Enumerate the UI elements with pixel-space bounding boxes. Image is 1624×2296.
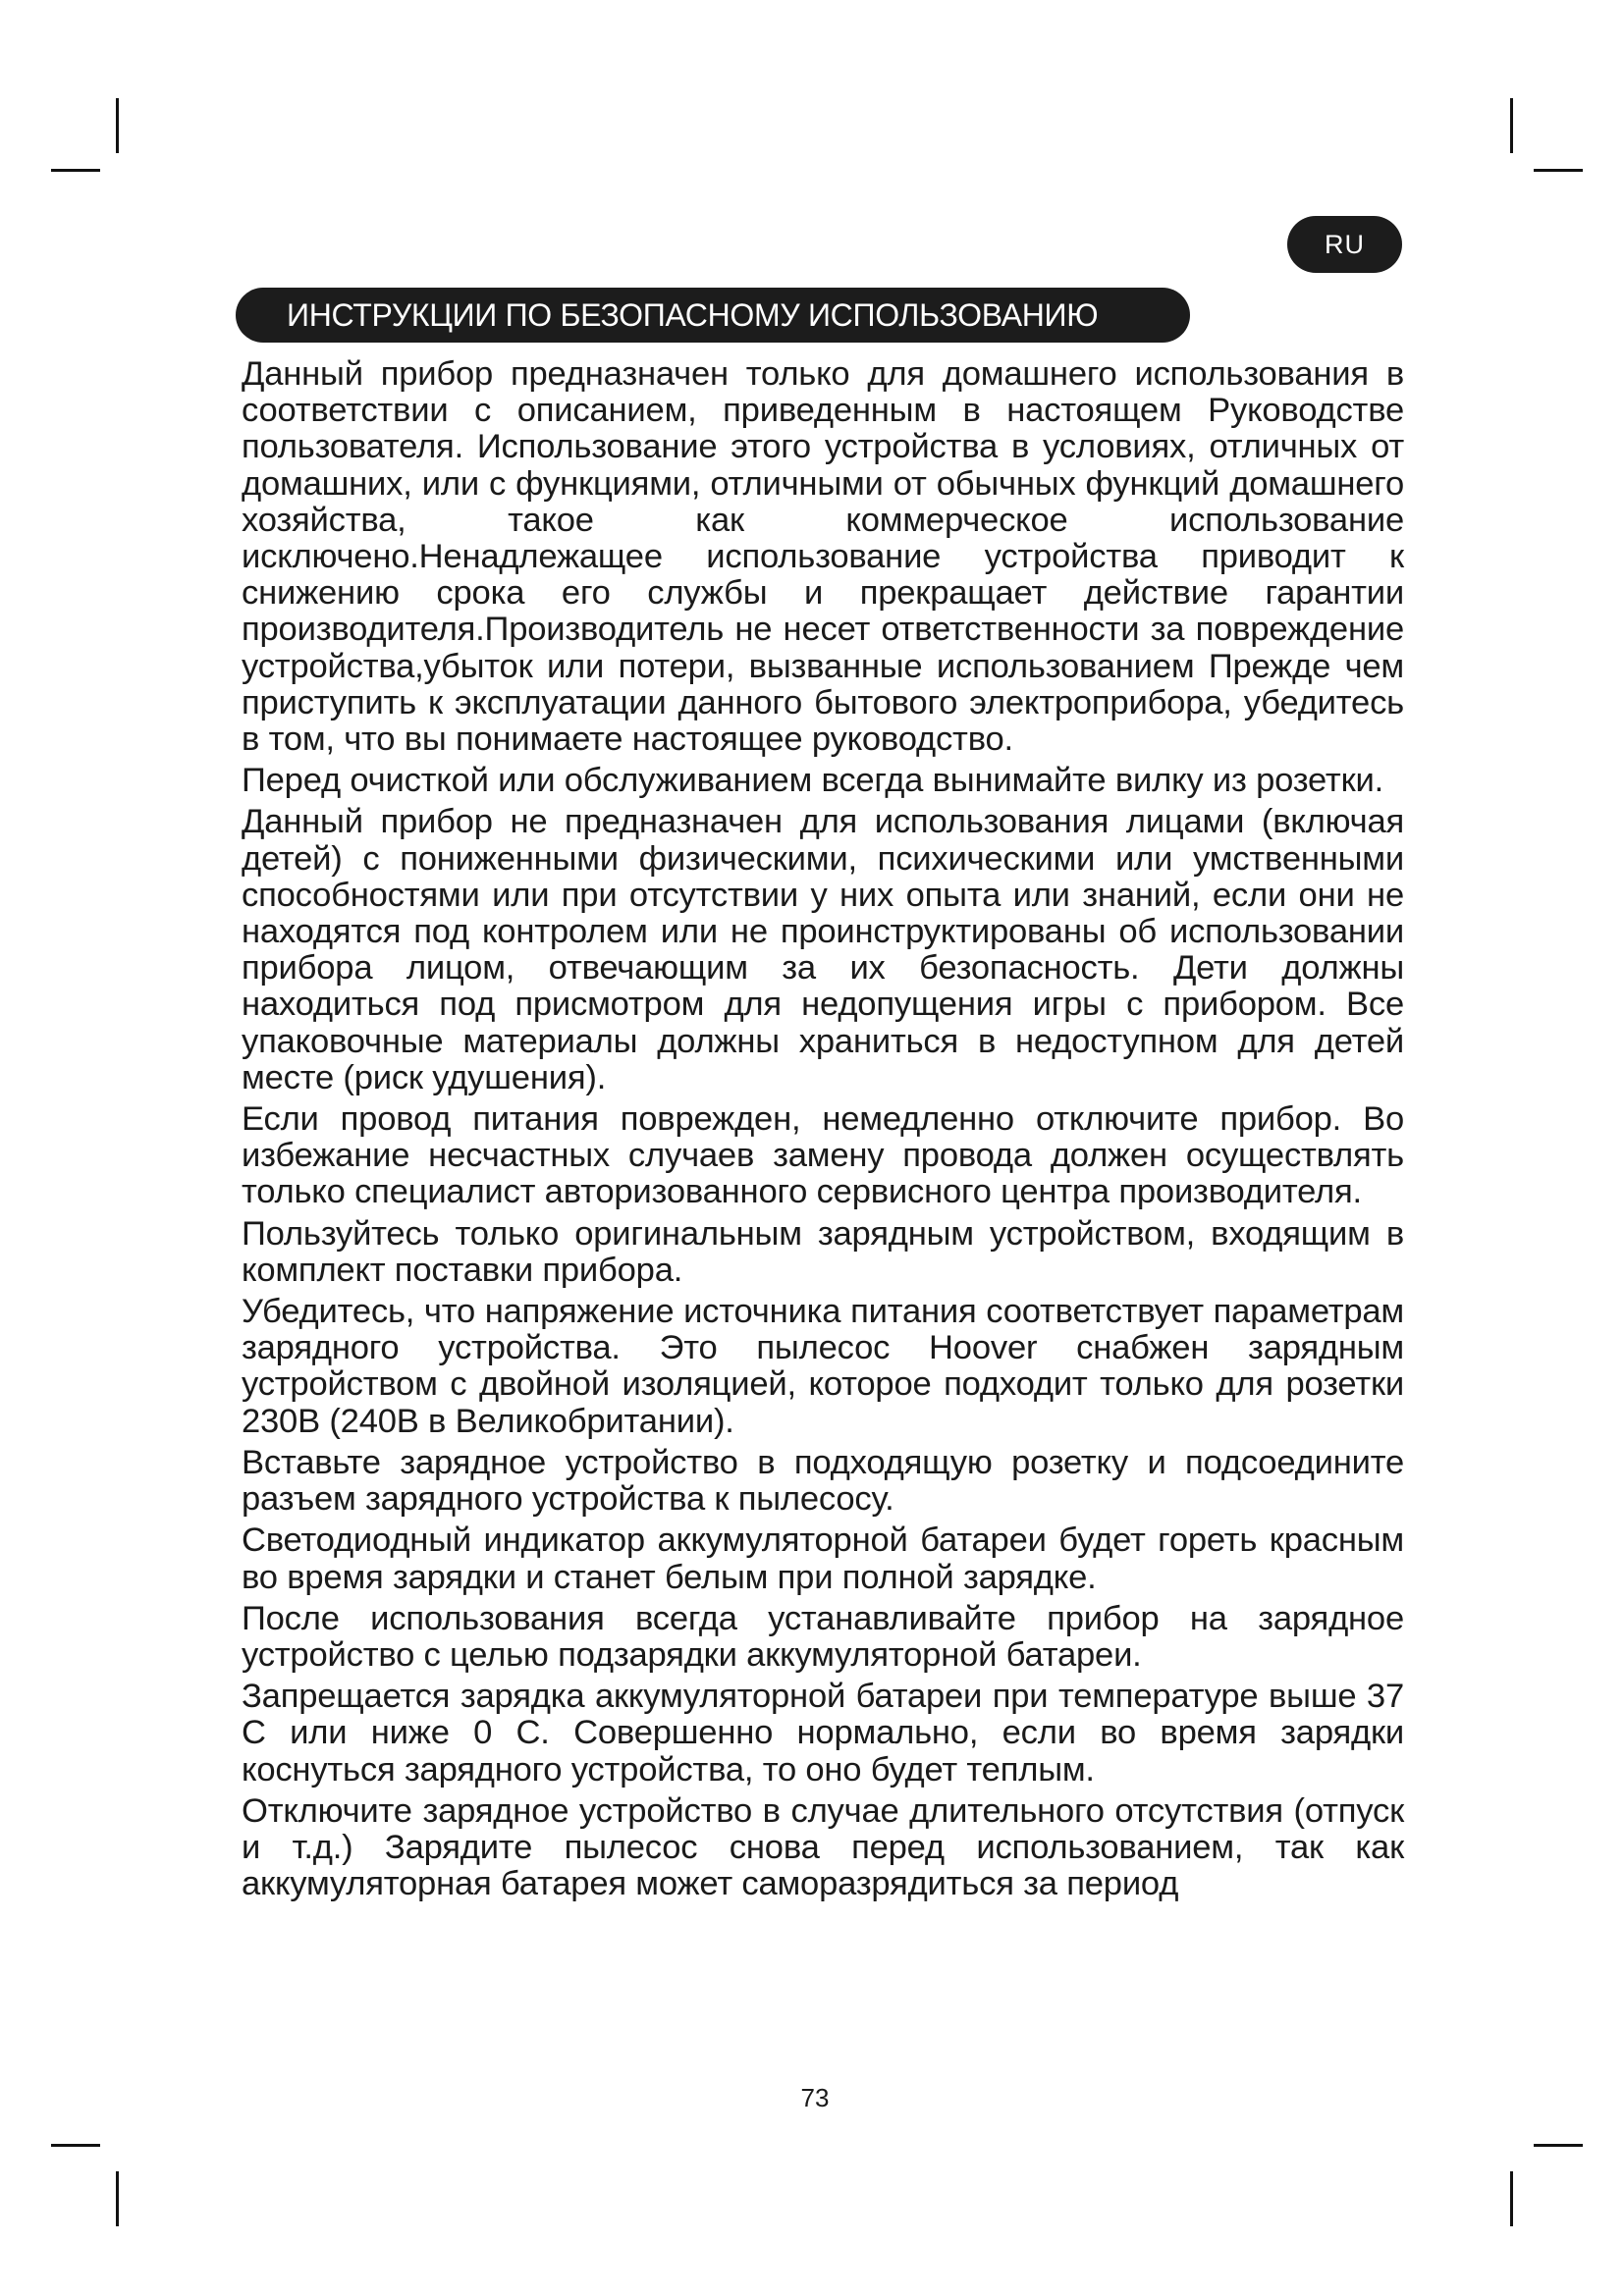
- crop-mark-bottom-left-horizontal: [51, 2144, 100, 2147]
- paragraph-children-safety: Данный прибор не предназначен для использования лицами (включая детей) с пониженными физическими, психическими или умственными способностями или при отсутствии у них опыта или знаний, если они не находятся под контролем или не проинструктированы об использовании прибора лицом, отвечающим за их безопасность. Дети должны находиться под присмотром для недопущения игры с прибором. Все упаковочные материалы должны храниться в недоступном для детей месте (риск удушения).: [242, 803, 1404, 1096]
- paragraph-unplug-before-cleaning: Перед очисткой или обслуживанием всегда вынимайте вилку из розетки.: [242, 762, 1384, 800]
- paragraph-original-charger: Пользуйтесь только оригинальным зарядным устройством, входящим в комплект поставки прибора.: [242, 1214, 1404, 1289]
- page-number: 73: [800, 2083, 830, 2112]
- paragraph-intended-use: Данный прибор предназначен только для домашнего использования в соответствии с описанием, приведенным в настоящем Руководстве пользователя. Использование этого устройства в условиях, отличных от домашних, или с функциями, отличными от обычных функций домашнего хозяйства, такое как коммерческое использование исключено.Ненадлежащее использование устройства приводит к снижению срока его службы и прекращает действие гарантии производителя.Производитель не несет ответственности за повреждение устройства,убыток или потери, вызванные использованием Прежде чем приступить к эксплуатации данного бытового электроприбора, убедитесь в том, что вы понимаете настоящее руководство.: [242, 355, 1404, 759]
- crop-mark-top-right-vertical: [1510, 98, 1513, 153]
- paragraph-long-absence: Отключите зарядное устройство в случае длительного отсутствия (отпуск и т.д.) Зарядите пылесос снова перед использованием, так как аккумуляторная батарея может саморазрядиться за период: [242, 1791, 1404, 1903]
- crop-mark-top-left-horizontal: [51, 169, 100, 172]
- language-badge: RU: [1287, 216, 1402, 273]
- paragraph-voltage-check: Убедитесь, что напряжение источника питания соответствует параметрам зарядного устройства. Это пылесос Hoover снабжен зарядным устройством с двойной изоляцией, которое подходит только для розетки 230В (240В в Великобритании).: [242, 1293, 1404, 1440]
- section-title: ИНСТРУКЦИИ ПО БЕЗОПАСНОМУ ИСПОЛЬЗОВАНИЮ: [236, 288, 1190, 343]
- crop-mark-top-right-horizontal: [1534, 169, 1583, 172]
- safety-instructions-body: [242, 356, 1404, 1907]
- paragraph-connect-charger: Вставьте зарядное устройство в подходящую розетку и подсоедините разъем зарядного устройства к пылесосу.: [242, 1443, 1404, 1519]
- crop-mark-bottom-left-vertical: [116, 2171, 119, 2226]
- paragraph-after-use: После использования всегда устанавливайте прибор на зарядное устройство с целью подзарядки аккумуляторной батареи.: [242, 1599, 1404, 1674]
- crop-mark-bottom-right-horizontal: [1534, 2144, 1583, 2147]
- crop-mark-bottom-right-vertical: [1510, 2171, 1513, 2226]
- paragraph-damaged-cord: Если провод питания поврежден, немедленно отключите прибор. Во избежание несчастных случаев замену провода должен осуществлять только специалист авторизованного сервисного центра производителя.: [242, 1100, 1404, 1211]
- paragraph-charging-temperature: Запрещается зарядка аккумуляторной батареи при температуре выше 37 С или ниже 0 С. Совершенно нормально, если во время зарядки коснуться зарядного устройства, то оно будет теплым.: [242, 1678, 1404, 1789]
- paragraph-led-indicator: Светодиодный индикатор аккумуляторной батареи будет гореть красным во время зарядки и станет белым при полной зарядке.: [242, 1522, 1404, 1596]
- crop-mark-top-left-vertical: [116, 98, 119, 153]
